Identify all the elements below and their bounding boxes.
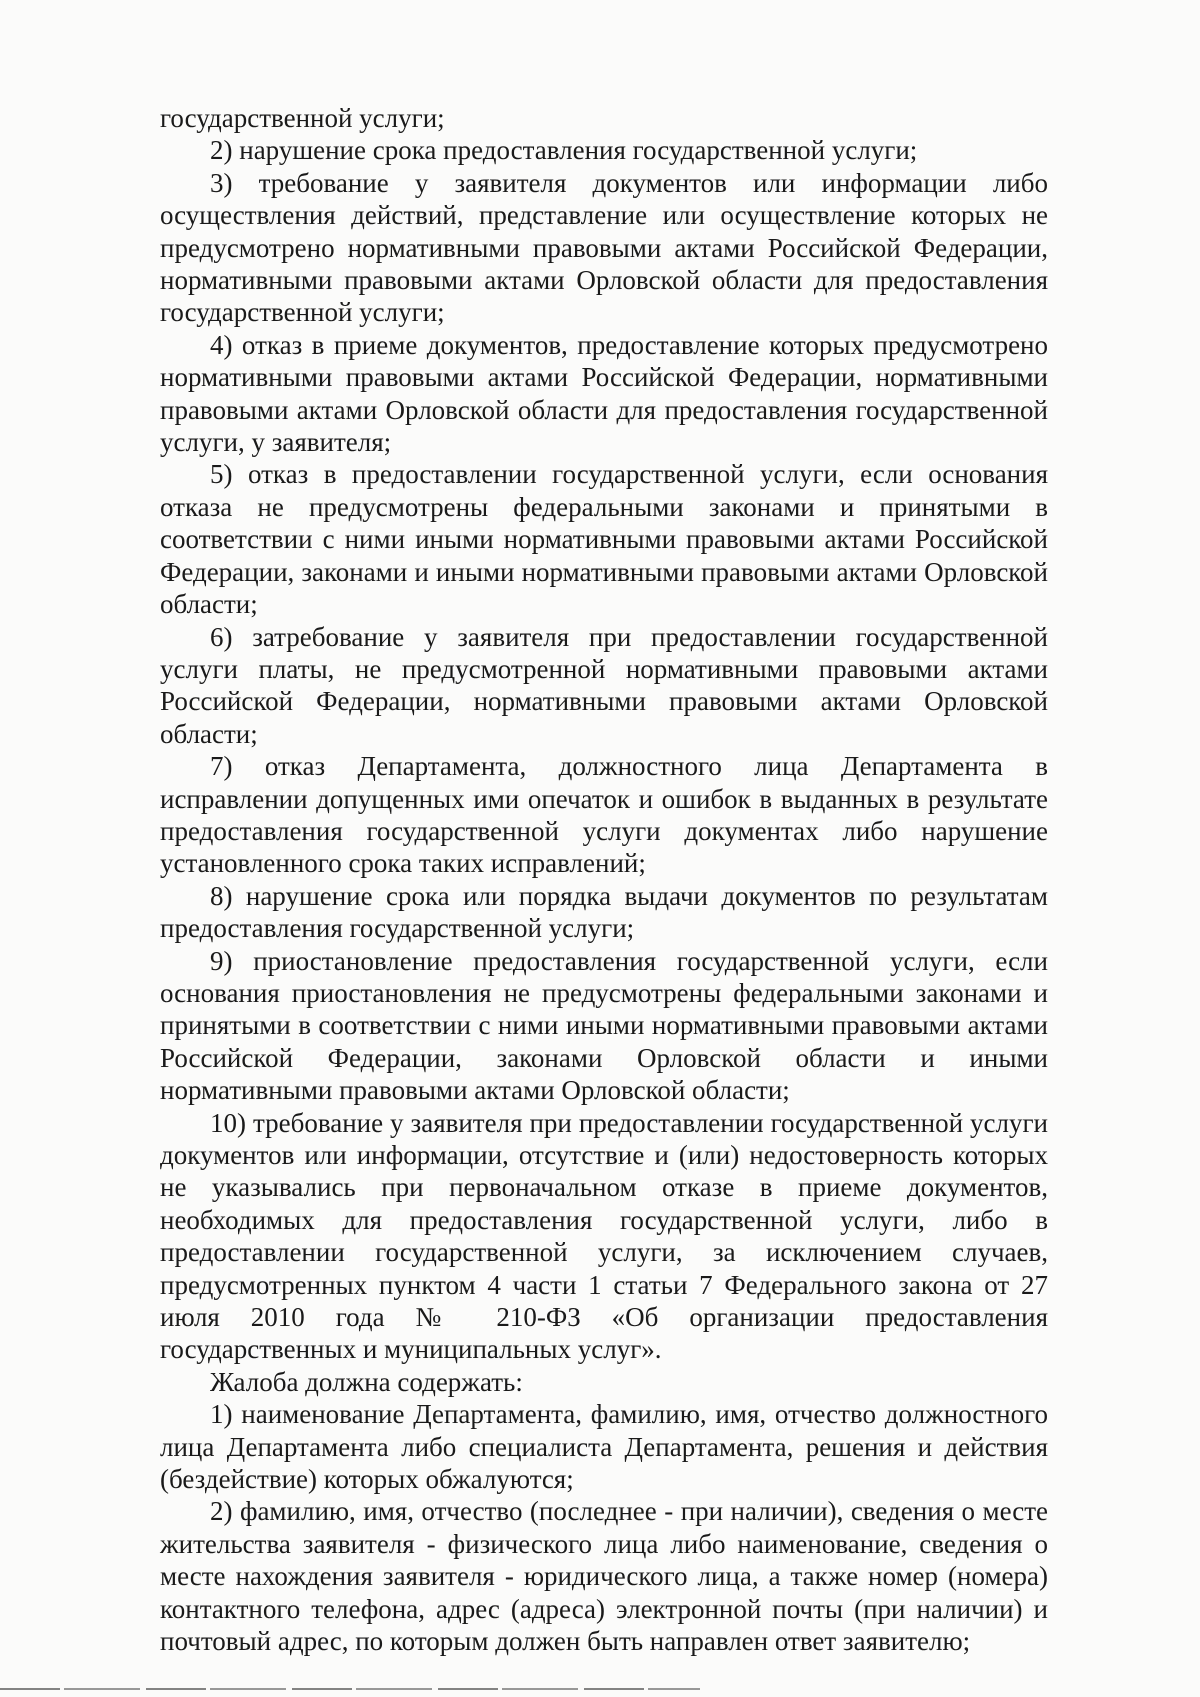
paragraph-item-5: 5) отказ в предоставлении государственной услуги, если основания отказа не предусмотрены федеральными законами и принятыми в соответствии с ними иными нормативными правовыми актами Российской Федерации, законами и иными нормативными правовыми актами Орловской области; <box>160 459 1048 620</box>
paragraph-complaint-item-1: 1) наименование Департамента, фамилию, имя, отчество должностного лица Департамента либо специалиста Департамента, решения и действия (бездействие) которых обжалуются; <box>160 1399 1048 1495</box>
paragraph-item-4: 4) отказ в приеме документов, предоставление которых предусмотрено нормативными правовыми актами Российской Федерации, нормативными правовыми актами Орловской области для предоставления государственной услуги, у заявителя; <box>160 329 1048 458</box>
paragraph-item-3: 3) требование у заявителя документов или информации либо осуществления действий, представление или осуществление которых не предусмотрено нормативными правовыми актами Российской Федерации, нормативными правовыми актами Орловской области для предоставления государственной услуги; <box>160 167 1048 328</box>
paragraph-item-9: 9) приостановление предоставления государственной услуги, если основания приостановления не предусмотрены федеральными законами и принятыми в соответствии с ними иными нормативными правовыми актами Российской Федерации, законами Орловской области и иными нормативными правовыми актами Орловской области; <box>160 945 1048 1106</box>
document-body <box>160 102 1048 1658</box>
paragraph-item-10: 10) требование у заявителя при предоставлении государственной услуги документов или информации, отсутствие и (или) недостоверность которых не указывались при первоначальном отказе в приеме документов, необходимых для предоставления государственной услуги, либо в предоставлении государственной услуги, за исключением случаев, предусмотренных пунктом 4 части 1 статьи 7 Федерального закона от 27 июля 2010 года № 210-ФЗ «Об организации предоставления государственных и муниципальных услуг». <box>160 1107 1048 1365</box>
paragraph-continuation: государственной услуги; <box>160 103 445 133</box>
paragraph-complaint-heading: Жалоба должна содержать: <box>210 1366 523 1397</box>
paragraph-item-8: 8) нарушение срока или порядка выдачи документов по результатам предоставления государственной услуги; <box>160 880 1048 944</box>
paragraph-item-6: 6) затребование у заявителя при предоставлении государственной услуги платы, не предусмотренной нормативными правовыми актами Российской Федерации, нормативными правовыми актами Орловской области; <box>160 621 1048 749</box>
paragraph-complaint-item-2: 2) фамилию, имя, отчество (последнее - при наличии), сведения о месте жительства заявителя - физического лица либо наименование, сведения о месте нахождения заявителя - юридического лица, а также номер (номера) контактного телефона, адрес (адреса) электронной почты (при наличии) и почтовый адрес, по которым должен быть направлен ответ заявителю; <box>160 1496 1048 1657</box>
scan-edge-line <box>0 1688 700 1690</box>
paragraph-item-2: 2) нарушение срока предоставления государственной услуги; <box>210 135 918 166</box>
paragraph-item-7: 7) отказ Департамента, должностного лица Департамента в исправлении допущенных ими опечаток и ошибок в выданных в результате предоставления государственной услуги документах либо нарушение установленного срока таких исправлений; <box>160 751 1048 879</box>
